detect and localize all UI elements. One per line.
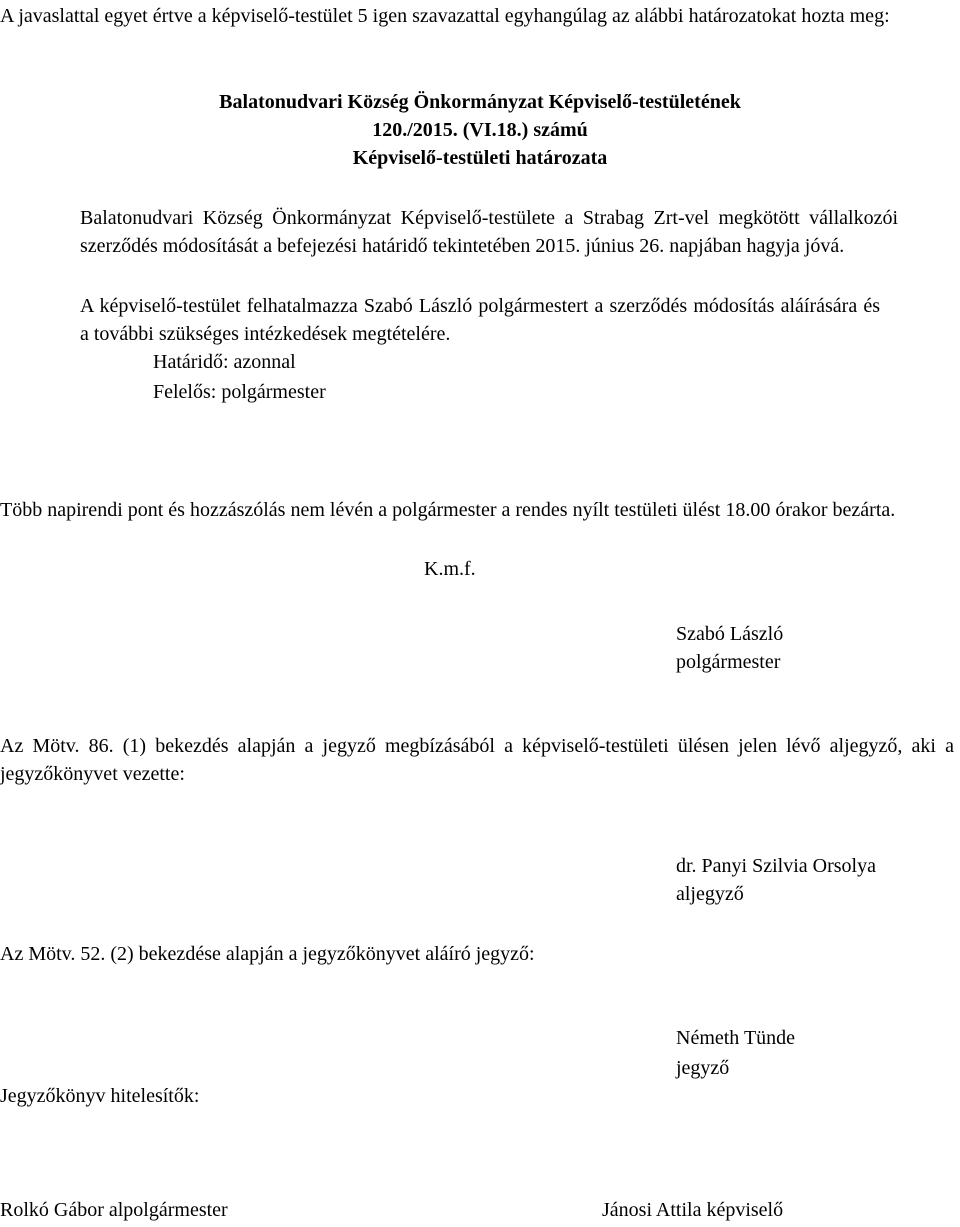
- resolution-title-line1: Balatonudvari Község Önkormányzat Képviselő-testületének: [219, 91, 741, 113]
- deputy-notary-name: dr. Panyi Szilvia Orsolya: [676, 855, 876, 877]
- authenticator-left: Rolkó Gábor alpolgármester: [0, 1199, 228, 1221]
- intro-paragraph: A javaslattal egyet értve a képviselő-testület 5 igen szavazattal egyhangúlag az alábbi határozatokat hozta meg:: [0, 5, 890, 27]
- notary-name: Németh Tünde: [676, 1027, 796, 1049]
- deadline-line: Határidő: azonnal: [153, 351, 296, 373]
- notary-title: jegyző: [676, 1057, 730, 1079]
- resolution-title-line2: 120./2015. (VI.18.) számú: [372, 119, 588, 141]
- authenticator-right: Jánosi Attila képviselő: [602, 1199, 784, 1221]
- closing-paragraph: Több napirendi pont és hozzászólás nem lévén a polgármester a rendes nyílt testületi ülést 18.00 órakor bezárta.: [0, 499, 896, 521]
- mayor-title: polgármester: [676, 651, 781, 673]
- responsible-line: Felelős: polgármester: [153, 381, 326, 403]
- kmf-line: K.m.f.: [424, 558, 476, 580]
- mayor-name: Szabó László: [676, 623, 784, 645]
- resolution-paragraph-1: Balatonudvari Község Önkormányzat Képviselő-testülete a Strabag Zrt-vel megkötött vállalkozói szerződés módosítását a befejezési határidő tekintetében 2015. június 26. napjában hagyja jóvá.: [80, 207, 898, 257]
- authenticators-label: Jegyzőkönyv hitelesítők:: [0, 1085, 200, 1107]
- deputy-notary-title: aljegyző: [676, 883, 744, 905]
- mötv86-paragraph: Az Mötv. 86. (1) bekezdés alapján a jegyző megbízásából a képviselő-testületi ülésen jelen lévő aljegyző, aki a jegyzőkönyvet vezette:: [0, 735, 954, 785]
- resolution-paragraph-2: A képviselő-testület felhatalmazza Szabó László polgármestert a szerződés módosítás aláírására és a további szükséges intézkedések megtételére.: [80, 295, 880, 345]
- resolution-title-line3: Képviselő-testületi határozata: [352, 147, 608, 169]
- mötv52-paragraph: Az Mötv. 52. (2) bekezdése alapján a jegyzőkönyvet aláíró jegyző:: [0, 943, 535, 965]
